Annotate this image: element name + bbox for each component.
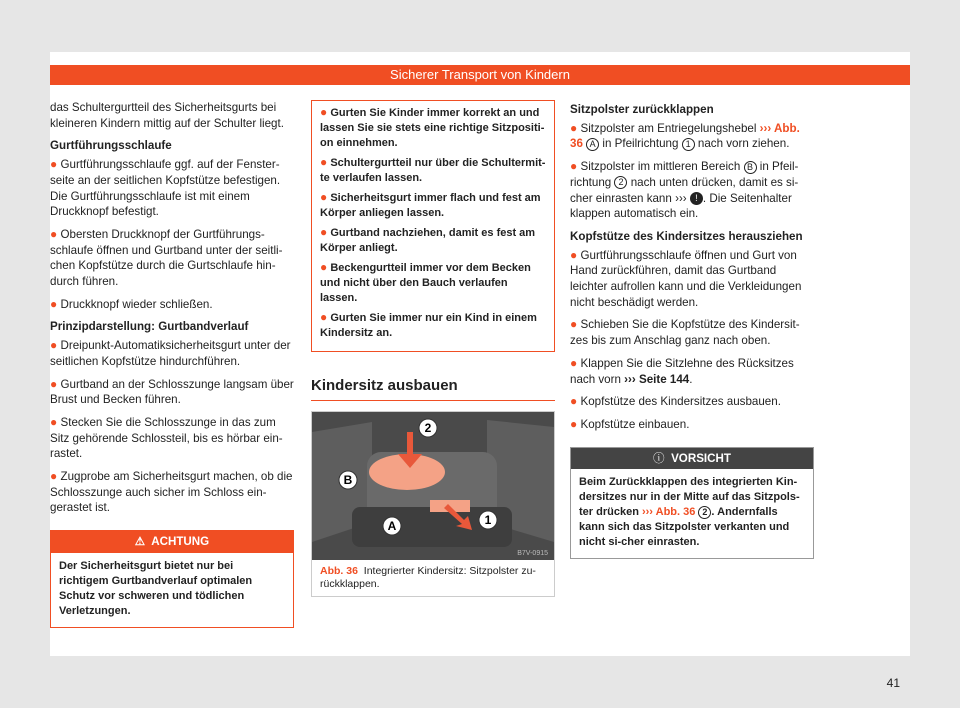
heading-gurtfuehrungsschlaufe: Gurtführungsschlaufe <box>50 139 172 153</box>
intro-text: das Schultergurtteil des Sicherheitsgurts bei kleineren Kindern mittig auf der Schulter liegt. <box>50 101 284 130</box>
seat-illustration <box>312 412 554 560</box>
caption-ref: Abb. 36 <box>320 564 358 577</box>
bullet-item: ● Druckknopf wieder schließen. <box>50 296 213 311</box>
figure-link[interactable]: ››› Abb. 36 <box>641 506 696 519</box>
bullet-icon: ● <box>570 416 578 431</box>
bullet-item: ● Kopfstütze einbauen. <box>570 416 690 431</box>
warning-icon: ⚠ <box>134 535 146 549</box>
caution-text: Beim Zurückklappen des integrierten Kin-dersitzes nur in der Mitte auf das Sitzpols-ter drücken ››› Abb. 36 2 . Andernfalls kann sich das Sitzpolster verkanten und nicht si-cher einrasten. <box>579 476 800 549</box>
bullet-icon: ● <box>50 469 58 484</box>
bullet-item: ● Obersten Druckknopf der Gurtführungs-schlaufe öffnen und Gurtband unter der seitli-chen Kopfstütze durch die Gurtschlaufe hin-durch führen. <box>50 226 283 289</box>
bullet-item: ● Zugprobe am Sicherheitsgurt machen, ob die Schlosszunge auch sicher im Schloss ein-gerastet ist. <box>50 469 293 515</box>
marker-2: 2 <box>614 176 627 189</box>
caption-text: Integrierter Kindersitz: Sitzpolster zu-rückklappen. <box>320 564 536 590</box>
warning-bullet: ● Schultergurtteil nur über die Schultermit-te verlaufen lassen. <box>320 155 546 184</box>
bullet-icon: ● <box>570 247 578 262</box>
warning-box <box>50 530 294 628</box>
bullet-icon: ● <box>320 155 328 169</box>
bullet-item: ● Kopfstütze des Kindersitzes ausbauen. <box>570 394 781 409</box>
bullet-icon: ● <box>570 355 578 370</box>
caution-box <box>570 447 814 560</box>
page-link[interactable]: ››› Seite 144 <box>624 372 690 386</box>
bullet-icon: ● <box>320 190 328 204</box>
bullet-item: ● Sitzpolster im mittleren Bereich B in Pfeil-richtung 2 nach unten drücken, damit es si-cher einrasten kann ››› ! . Die Seitenhalter klappen automatisch ein. <box>570 159 799 221</box>
arrow-ref: ››› <box>675 191 687 205</box>
fig-label-a: A <box>387 518 397 533</box>
fig-label-2: 2 <box>424 420 432 435</box>
warning-bullet: ● Sicherheitsgurt immer flach und fest am Körper anliegen lassen. <box>320 190 541 219</box>
bullet-item: ● Dreipunkt-Automatiksicherheitsgurt unter der seitlichen Kopfstütze hindurchführen. <box>50 338 291 368</box>
warning-bullet: ● Gurten Sie Kinder immer korrekt an und lassen Sie sie stets eine richtige Sitzpositi-on einnehmen. <box>320 105 545 149</box>
fig-label-b: B <box>343 472 353 487</box>
bullet-icon: ● <box>320 105 328 119</box>
warning-header: ⚠ ACHTUNG <box>51 531 293 553</box>
bullet-icon: ● <box>570 394 578 409</box>
bullet-item: ● Klappen Sie die Sitzlehne des Rücksitzes nach vorn ››› Seite 144. <box>570 355 794 386</box>
bullet-icon: ● <box>320 260 328 274</box>
figure-36 <box>311 411 555 597</box>
page-header: Sicherer Transport von Kindern <box>50 65 910 85</box>
warning-marker-icon: ! <box>690 192 703 205</box>
bullet-icon: ● <box>50 296 58 311</box>
bullet-item: ● Gurtführungsschlaufe ggf. auf der Fenster-seite an der seitlichen Kopfstütze befestigen. Die Gurtführungsschlaufe ist mit einem Druckknopf befestigt. <box>50 157 281 219</box>
page-number: 41 <box>886 676 900 690</box>
warning-continued-box <box>311 100 555 352</box>
warning-bullet: ● Gurten Sie immer nur ein Kind in einem Kindersitz an. <box>320 310 537 339</box>
column-right <box>570 100 814 559</box>
fig-label-1: 1 <box>484 512 492 527</box>
bullet-icon: ● <box>50 157 58 172</box>
marker-2: 2 <box>698 506 711 519</box>
column-left <box>50 100 294 628</box>
heading-sitzpolster: Sitzpolster zurückklappen <box>570 103 714 116</box>
figure-link[interactable]: ››› Abb. 36 <box>570 121 800 151</box>
caution-header: ⓘ VORSICHT <box>571 448 813 470</box>
warning-bullet: ● Gurtband nachziehen, damit es fest am Körper anliegt. <box>320 225 536 254</box>
bullet-icon: ● <box>50 226 58 241</box>
bullet-icon: ● <box>570 317 578 332</box>
heading-kopfstuetze: Kopfstütze des Kindersitzes herausziehen <box>570 229 803 243</box>
heading-prinzipdarstellung: Prinzipdarstellung: Gurtbandverlauf <box>50 320 249 334</box>
fig-code: B7V-0915 <box>517 549 548 557</box>
bullet-icon: ● <box>570 159 578 174</box>
marker-b: B <box>744 161 757 174</box>
bullet-icon: ● <box>50 338 58 353</box>
bullet-icon: ● <box>320 310 328 324</box>
bullet-item: ● Gurtführungsschlaufe öffnen und Gurt von Hand zurückführen, damit das Gurtband leichter aufrollen kann und die Verkleidungen nicht beschädigt werden. <box>570 247 802 309</box>
bullet-item: ● Schieben Sie die Kopfstütze des Kindersit-zes bis zum Anschlag ganz nach oben. <box>570 317 800 348</box>
seat-drawing <box>312 412 554 560</box>
info-icon: ⓘ <box>653 451 665 465</box>
marker-a: A <box>586 138 599 151</box>
bullet-icon: ● <box>50 414 58 429</box>
bullet-item: ● Stecken Sie die Schlosszunge in das zum Sitz gehörende Schlossteil, bis es hörbar ein-rastet. <box>50 414 283 461</box>
bullet-icon: ● <box>50 376 58 391</box>
bullet-icon: ● <box>320 225 328 239</box>
warning-bullet: ● Beckengurtteil immer vor dem Becken und nicht über den Bauch verlaufen lassen. <box>320 260 531 304</box>
section-title: Kindersitz ausbauen <box>311 378 555 401</box>
warning-text: Der Sicherheitsgurt bietet nur bei richtigem Gurtbandverlauf optimalen Schutz vor schweren und tödlichen Verletzungen. <box>59 559 253 617</box>
bullet-item: ● Gurtband an der Schlosszunge langsam über Brust und Becken führen. <box>50 376 294 407</box>
bullet-item: ● Sitzpolster am Entriegelungshebel ››› Abb. 36 A in Pfeilrichtung 1 nach vorn ziehen. <box>570 120 800 151</box>
column-middle <box>311 100 555 597</box>
marker-1: 1 <box>682 138 695 151</box>
figure-caption <box>312 560 554 596</box>
bullet-icon: ● <box>570 120 578 135</box>
